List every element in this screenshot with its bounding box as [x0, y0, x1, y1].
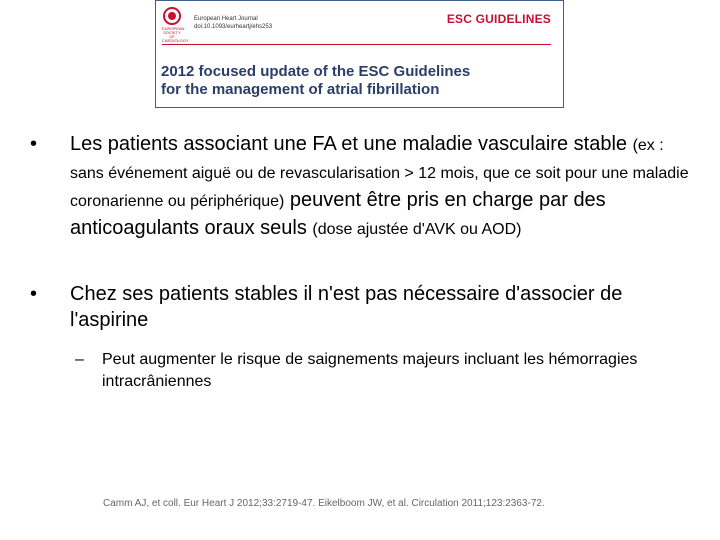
banner-title-line1: 2012 focused update of the ESC Guidelines [161, 63, 471, 80]
bullet-item [30, 281, 690, 333]
logo-text: EUROPEAN SOCIETY OF CARDIOLOGY [162, 26, 189, 43]
banner-title-line2: for the management of atrial fibrillation [161, 81, 440, 98]
heart-icon [163, 7, 181, 25]
bullet-marker: • [30, 133, 38, 155]
bullet-main: peuvent être pris en charge par des anticoagulants oraux seuls [70, 189, 606, 239]
divider [162, 44, 551, 45]
bullet-parenthetical: (ex : sans événement aiguë ou de revascularisation > 12 mois, que ce soit pour une maladie coronarienne ou périphérique) [70, 137, 689, 210]
journal-info [194, 15, 272, 31]
sub-bullet-item [30, 349, 690, 393]
journal-doi: doi:10.1093/eurheartj/ehs253 [194, 24, 273, 30]
bullet-item [30, 131, 690, 243]
bullet-text [70, 131, 690, 243]
bullet-intro: Les patients associant une FA et une maladie vasculaire stable [70, 133, 628, 155]
bullet-marker: • [30, 283, 38, 305]
esc-guidelines-label: ESC GUIDELINES [446, 12, 551, 26]
guideline-banner [155, 0, 564, 108]
sub-bullet-text: Peut augmenter le risque de saignements majeurs incluant les hémorragies intracrâniennes [102, 351, 638, 390]
reference-citation: Camm AJ, et coll. Eur Heart J 2012;33:2719-47. Eikelboom JW, et al. Circulation 2011;123:2363-72. [103, 498, 545, 509]
journal-name: European Heart Journal [194, 16, 258, 22]
bullet-text: Chez ses patients stables il n'est pas nécessaire d'associer de l'aspirine [70, 283, 623, 331]
bullet-dose: (dose ajustée d'AVK ou AOD) [312, 221, 522, 238]
sub-bullet-marker: – [75, 351, 84, 368]
esc-logo [162, 7, 189, 43]
banner-title [161, 63, 470, 99]
slide-content [30, 131, 690, 393]
